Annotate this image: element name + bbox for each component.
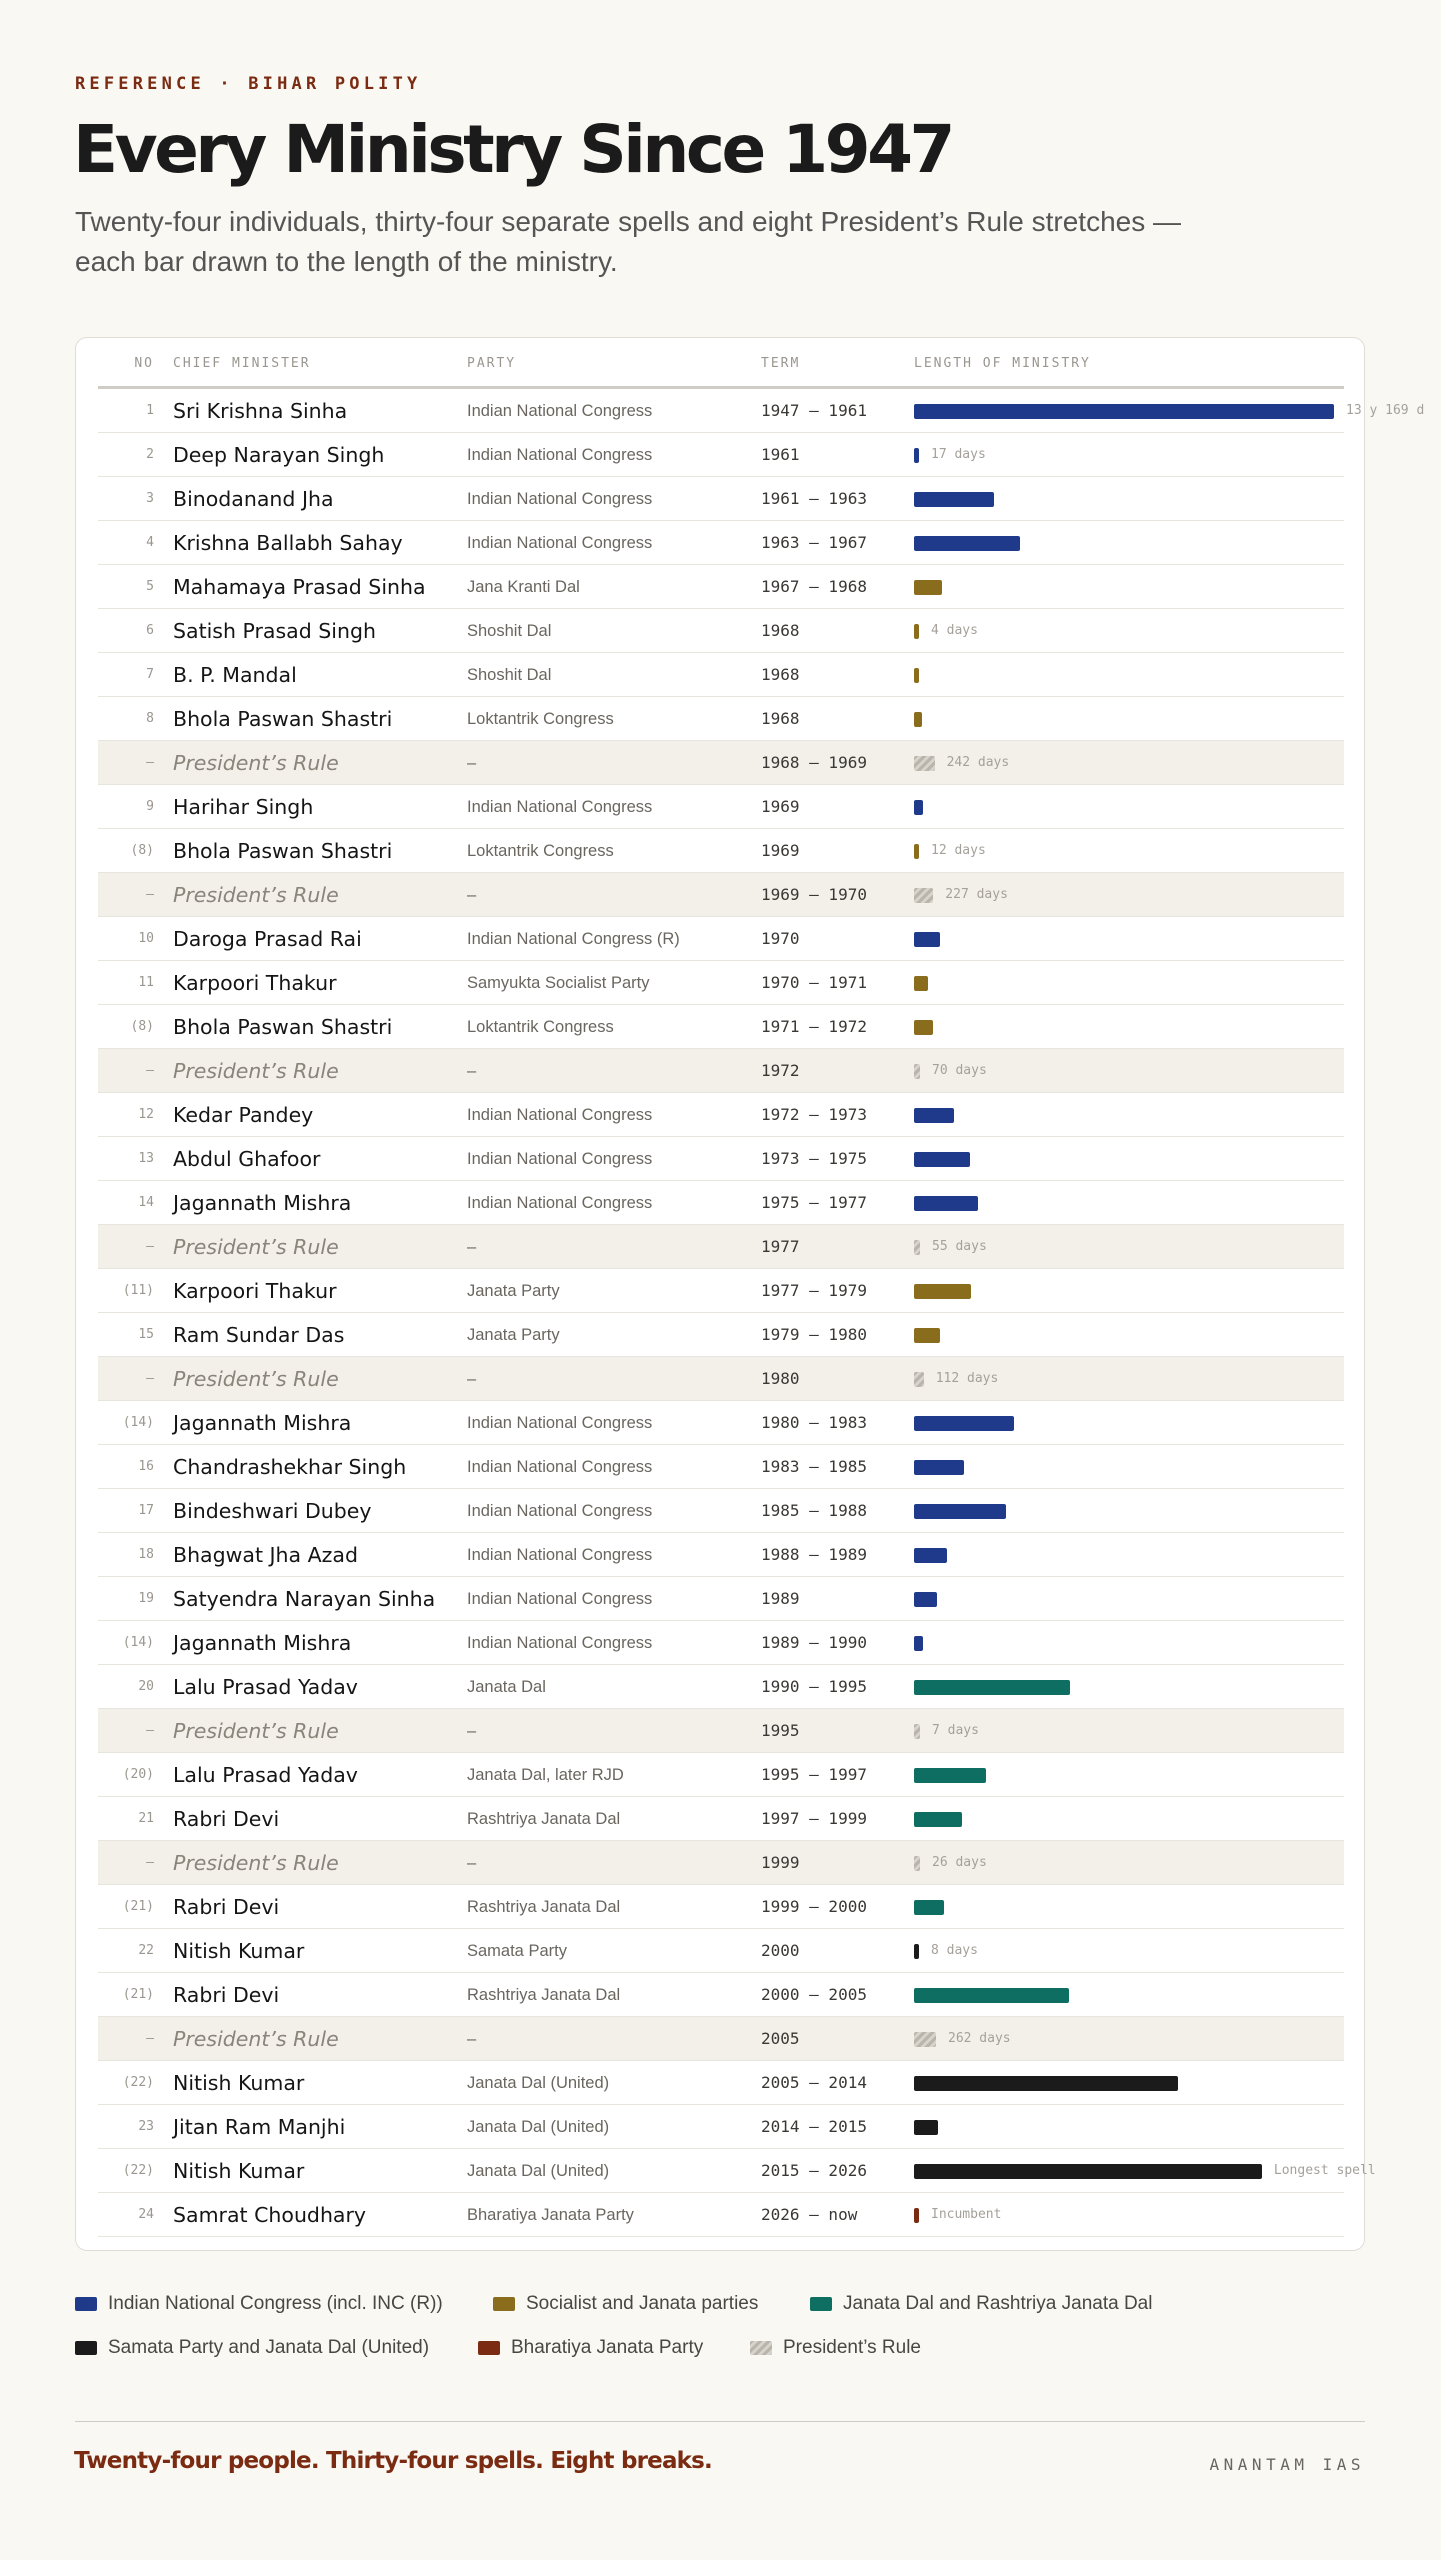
term-years: 1972: [761, 1061, 800, 1080]
ministry-length-bar: [914, 1328, 940, 1343]
ministry-length-bar: [914, 1768, 986, 1783]
bar-label: 55 days: [932, 1239, 987, 1254]
table-row: [98, 917, 1344, 961]
ministry-length-bar: [914, 1196, 978, 1211]
row-number: 17: [138, 1503, 154, 1518]
chief-minister-name: Karpoori Thakur: [173, 971, 337, 995]
ministry-length-bar: [914, 1592, 937, 1607]
table-row: [98, 2193, 1344, 2237]
party-name: Samyukta Socialist Party: [467, 974, 650, 992]
table-row: [98, 1093, 1344, 1137]
ministry-length-bar: [914, 580, 942, 595]
ministry-length-bar: [914, 888, 933, 903]
term-years: 1977: [761, 1237, 800, 1256]
row-number: –: [146, 1855, 154, 1870]
table-row: [98, 1181, 1344, 1225]
chief-minister-name: Harihar Singh: [173, 795, 314, 819]
ministry-length-bar: [914, 1548, 947, 1563]
party-name: Indian National Congress: [467, 1106, 653, 1124]
bar-label: Incumbent: [931, 2207, 1002, 2222]
party-name: Indian National Congress: [467, 1194, 653, 1212]
row-number: (22): [122, 2075, 154, 2090]
table-body: [98, 389, 1425, 2237]
term-years: 1995 – 1997: [761, 1765, 867, 1784]
col-header-length: LENGTH OF MINISTRY: [914, 356, 1091, 371]
term-years: 2000: [761, 1941, 800, 1960]
legend-swatch: [75, 2297, 97, 2311]
term-years: 1972 – 1973: [761, 1105, 867, 1124]
chief-minister-name: Jagannath Mishra: [173, 1191, 352, 1215]
chief-minister-name: Lalu Prasad Yadav: [173, 1763, 358, 1787]
table-row: [98, 1929, 1344, 1973]
chief-minister-name: Bhola Paswan Shastri: [173, 839, 393, 863]
chief-minister-name: Jitan Ram Manjhi: [173, 2115, 346, 2139]
footer-tagline: Twenty-four people. Thirty-four spells. Eight breaks.: [74, 2448, 712, 2474]
chief-minister-name: Abdul Ghafoor: [173, 1147, 321, 1171]
ministry-length-bar: [914, 2076, 1178, 2091]
row-number: 13: [138, 1151, 154, 1166]
chief-minister-name: Kedar Pandey: [173, 1103, 314, 1127]
row-number: (22): [122, 2163, 154, 2178]
ministry-length-bar: [914, 1724, 920, 1739]
legend-swatch: [478, 2341, 500, 2355]
row-number: –: [146, 1063, 154, 1078]
row-number: –: [146, 887, 154, 902]
party-name: –: [467, 886, 477, 904]
row-number: 5: [146, 579, 154, 594]
term-years: 1969: [761, 797, 800, 816]
term-years: 1973 – 1975: [761, 1149, 867, 1168]
table-row: [98, 1533, 1344, 1577]
row-number: (14): [122, 1415, 154, 1430]
table-row: [98, 1401, 1344, 1445]
ministry-length-bar: [914, 1988, 1069, 2003]
ministry-length-bar: [914, 624, 919, 639]
ministry-length-bar: [914, 1284, 971, 1299]
chief-minister-name: Samrat Choudhary: [173, 2203, 367, 2227]
row-number: –: [146, 2031, 154, 2046]
party-name: Jana Kranti Dal: [467, 578, 580, 596]
row-number: 18: [138, 1547, 154, 1562]
ministry-length-bar: [914, 2120, 938, 2135]
eyebrow: REFERENCE · BIHAR POLITY: [75, 74, 422, 94]
table-row: [98, 477, 1344, 521]
party-name: Rashtriya Janata Dal: [467, 1986, 621, 2004]
chief-minister-name: Nitish Kumar: [173, 2159, 305, 2183]
legend-label: Janata Dal and Rashtriya Janata Dal: [843, 2293, 1153, 2314]
party-name: Janata Party: [467, 1326, 560, 1344]
bar-label: 112 days: [935, 1371, 999, 1386]
ministry-length-bar: [914, 1372, 924, 1387]
ministry-length-bar: [914, 448, 919, 463]
table-row: [98, 433, 1344, 477]
legend-label: Samata Party and Janata Dal (United): [108, 2337, 430, 2358]
table-row: [98, 389, 1425, 433]
table-row: [98, 609, 1344, 653]
term-years: 1969: [761, 841, 800, 860]
party-name: Indian National Congress: [467, 1502, 653, 1520]
party-name: Janata Dal: [467, 1678, 546, 1696]
legend-swatch: [493, 2297, 515, 2311]
chief-minister-name: Daroga Prasad Rai: [173, 927, 362, 951]
table-row: [98, 2061, 1344, 2105]
party-name: Janata Party: [467, 1282, 560, 1300]
ministry-table-card: [75, 337, 1425, 2251]
chief-minister-name: Nitish Kumar: [173, 2071, 305, 2095]
chief-minister-name: Binodanand Jha: [173, 487, 334, 511]
ministry-length-bar: [914, 976, 928, 991]
term-years: 1961 – 1963: [761, 489, 867, 508]
party-name: Janata Dal, later RJD: [467, 1766, 624, 1784]
party-name: Indian National Congress: [467, 402, 653, 420]
table-row: [98, 1269, 1344, 1313]
party-name: Indian National Congress: [467, 1546, 653, 1564]
term-years: 1968: [761, 709, 800, 728]
party-name: –: [467, 1370, 477, 1388]
party-name: –: [467, 2030, 477, 2048]
party-name: Indian National Congress: [467, 1458, 653, 1476]
party-name: –: [467, 1722, 477, 1740]
party-name: Rashtriya Janata Dal: [467, 1898, 621, 1916]
row-number: 23: [138, 2119, 154, 2134]
chief-minister-name: Rabri Devi: [173, 1807, 280, 1831]
row-number: (8): [130, 1019, 154, 1034]
ministry-length-bar: [914, 1856, 920, 1871]
ministry-length-bar: [914, 492, 994, 507]
ministry-length-bar: [914, 1460, 964, 1475]
table-row: [98, 1621, 1344, 1665]
term-years: 1968 – 1969: [761, 753, 867, 772]
term-years: 1947 – 1961: [761, 401, 867, 420]
row-number: 14: [138, 1195, 154, 1210]
term-years: 1968: [761, 621, 800, 640]
party-name: –: [467, 1238, 477, 1256]
table-row: [98, 785, 1344, 829]
ministry-length-bar: [914, 844, 919, 859]
bar-label: 26 days: [932, 1855, 987, 1870]
chief-minister-name: Satyendra Narayan Sinha: [173, 1587, 436, 1611]
chief-minister-name: Ram Sundar Das: [173, 1323, 345, 1347]
chief-minister-name: Satish Prasad Singh: [173, 619, 376, 643]
party-name: Janata Dal (United): [467, 2118, 610, 2136]
row-number: 4: [146, 535, 154, 550]
table-row: [98, 1313, 1344, 1357]
row-number: 7: [146, 667, 154, 682]
chief-minister-name: President’s Rule: [173, 1367, 339, 1391]
term-years: 1970 – 1971: [761, 973, 867, 992]
row-number: –: [146, 1371, 154, 1386]
row-number: 21: [138, 1811, 154, 1826]
term-years: 2015 – 2026: [761, 2161, 867, 2180]
term-years: 1961: [761, 445, 800, 464]
page-subtitle: Twenty-four individuals, thirty-four separate spells and eight President’s Rule stretches — each bar drawn to the length of the ministry.: [75, 206, 1182, 277]
row-number: –: [146, 1723, 154, 1738]
party-name: Indian National Congress: [467, 534, 653, 552]
row-number: (8): [130, 843, 154, 858]
term-years: 1995: [761, 1721, 800, 1740]
presidents-rule-row: [98, 1357, 1344, 1401]
ministry-length-bar: [914, 2032, 936, 2047]
ministry-length-bar: [914, 668, 919, 683]
table-row: [98, 565, 1344, 609]
row-number: (11): [122, 1283, 154, 1298]
table-row: [98, 697, 1344, 741]
term-years: 1985 – 1988: [761, 1501, 867, 1520]
chief-minister-name: Bhagwat Jha Azad: [173, 1543, 358, 1567]
presidents-rule-row: [98, 873, 1344, 917]
col-header-party: PARTY: [467, 356, 517, 371]
party-name: Loktantrik Congress: [467, 1018, 614, 1036]
legend-label: Bharatiya Janata Party: [511, 2337, 704, 2358]
bar-label: 242 days: [946, 755, 1010, 770]
ministry-length-bar: [914, 1240, 920, 1255]
bar-label: 13 y 169 d: [1346, 403, 1425, 418]
ministry-length-bar: [914, 536, 1020, 551]
term-years: 1988 – 1989: [761, 1545, 867, 1564]
bar-label: 8 days: [931, 1943, 978, 1958]
ministry-length-bar: [914, 932, 940, 947]
chief-minister-name: President’s Rule: [173, 1059, 339, 1083]
party-name: Janata Dal (United): [467, 2162, 610, 2180]
party-name: Rashtriya Janata Dal: [467, 1810, 621, 1828]
term-years: 2014 – 2015: [761, 2117, 867, 2136]
term-years: 1997 – 1999: [761, 1809, 867, 1828]
term-years: 1969 – 1970: [761, 885, 867, 904]
ministry-length-bar: [914, 756, 935, 771]
bar-label: 227 days: [945, 887, 1008, 902]
row-number: 24: [138, 2207, 154, 2222]
ministry-length-bar: [914, 1152, 970, 1167]
row-number: 16: [138, 1459, 154, 1474]
chief-minister-name: Krishna Ballabh Sahay: [173, 531, 403, 555]
bar-label: 70 days: [932, 1063, 987, 1078]
table-row: [98, 653, 1344, 697]
party-name: Shoshit Dal: [467, 666, 552, 684]
party-name: Shoshit Dal: [467, 622, 552, 640]
chief-minister-name: Mahamaya Prasad Sinha: [173, 575, 426, 599]
row-number: 19: [138, 1591, 154, 1606]
ministry-length-bar: [914, 1064, 920, 1079]
term-years: 1963 – 1967: [761, 533, 867, 552]
row-number: (14): [122, 1635, 154, 1650]
party-name: Janata Dal (United): [467, 2074, 610, 2092]
bar-label: 7 days: [932, 1723, 979, 1738]
party-name: Indian National Congress: [467, 1414, 653, 1432]
term-years: 2000 – 2005: [761, 1985, 867, 2004]
row-number: 22: [138, 1943, 154, 1958]
party-name: Indian National Congress (R): [467, 930, 680, 948]
term-years: 1968: [761, 665, 800, 684]
party-name: Indian National Congress: [467, 490, 653, 508]
bar-label: 12 days: [931, 843, 986, 858]
chief-minister-name: President’s Rule: [173, 883, 339, 907]
table-row: [98, 1665, 1344, 1709]
term-years: 2005 – 2014: [761, 2073, 867, 2092]
ministry-length-bar: [914, 1108, 954, 1123]
chief-minister-name: Bhola Paswan Shastri: [173, 707, 393, 731]
chief-minister-name: Deep Narayan Singh: [173, 443, 385, 467]
term-years: 1975 – 1977: [761, 1193, 867, 1212]
legend-label: Indian National Congress (incl. INC (R)): [108, 2293, 443, 2314]
term-years: 1979 – 1980: [761, 1325, 867, 1344]
legend-label: Socialist and Janata parties: [526, 2293, 759, 2314]
ministry-length-bar: [914, 2208, 919, 2223]
chief-minister-name: Bindeshwari Dubey: [173, 1499, 372, 1523]
table-row: [98, 1445, 1344, 1489]
footer-brand: ANANTAM IAS: [1209, 2455, 1365, 2474]
party-name: Bharatiya Janata Party: [467, 2206, 634, 2224]
row-number: 12: [138, 1107, 154, 1122]
table-row: [98, 1577, 1344, 1621]
term-years: 1999 – 2000: [761, 1897, 867, 1916]
bar-label: 262 days: [948, 2031, 1011, 2046]
chief-minister-name: Jagannath Mishra: [173, 1411, 352, 1435]
presidents-rule-row: [98, 1841, 1344, 1885]
row-number: 10: [138, 931, 154, 946]
bar-label: Longest spell: [1273, 2163, 1376, 2178]
party-name: Indian National Congress: [467, 446, 653, 464]
table-row: [98, 1885, 1344, 1929]
chief-minister-name: B. P. Mandal: [173, 663, 297, 687]
ministry-length-bar: [914, 1944, 919, 1959]
chief-minister-name: Rabri Devi: [173, 1895, 280, 1919]
row-number: 9: [146, 799, 154, 814]
ministry-length-bar: [914, 1636, 923, 1651]
table-row: [98, 1973, 1344, 2017]
bar-label: 4 days: [931, 623, 978, 638]
term-years: 1989 – 1990: [761, 1633, 867, 1652]
table-row: [98, 1489, 1344, 1533]
presidents-rule-row: [98, 741, 1344, 785]
chief-minister-name: Karpoori Thakur: [173, 1279, 337, 1303]
footer-divider: [75, 2421, 1365, 2422]
chief-minister-name: Rabri Devi: [173, 1983, 280, 2007]
row-number: –: [146, 1239, 154, 1254]
legend-swatch: [75, 2341, 97, 2355]
ministry-length-bar: [914, 1812, 962, 1827]
term-years: 2005: [761, 2029, 800, 2048]
row-number: 1: [146, 403, 154, 418]
chief-minister-name: Bhola Paswan Shastri: [173, 1015, 393, 1039]
party-name: Loktantrik Congress: [467, 710, 614, 728]
chief-minister-name: President’s Rule: [173, 2027, 339, 2051]
row-number: 6: [146, 623, 154, 638]
col-header-no: NO: [134, 356, 154, 371]
row-number: –: [146, 755, 154, 770]
presidents-rule-row: [98, 1709, 1344, 1753]
party-name: Indian National Congress: [467, 1590, 653, 1608]
table-row: [98, 1797, 1344, 1841]
term-years: 1989: [761, 1589, 800, 1608]
term-years: 1983 – 1985: [761, 1457, 867, 1476]
table-row: [98, 1753, 1344, 1797]
chief-minister-name: Nitish Kumar: [173, 1939, 305, 1963]
ministry-length-bar: [914, 2164, 1262, 2179]
row-number: 8: [146, 711, 154, 726]
term-years: 2026 – now: [761, 2205, 858, 2224]
table-row: [98, 2105, 1344, 2149]
row-number: (20): [122, 1767, 154, 1782]
chief-minister-name: Sri Krishna Sinha: [173, 399, 348, 423]
ministry-length-bar: [914, 1504, 1006, 1519]
bar-label: 17 days: [931, 447, 986, 462]
term-years: 1971 – 1972: [761, 1017, 867, 1036]
party-name: –: [467, 1062, 477, 1080]
ministry-length-bar: [914, 1680, 1070, 1695]
row-number: (21): [122, 1899, 154, 1914]
table-row: [98, 1137, 1344, 1181]
party-name: Indian National Congress: [467, 798, 653, 816]
term-years: 1967 – 1968: [761, 577, 867, 596]
page-title: Every Ministry Since 1947: [73, 111, 952, 188]
party-name: –: [467, 1854, 477, 1872]
party-name: Indian National Congress: [467, 1634, 653, 1652]
presidents-rule-row: [98, 2017, 1344, 2061]
ministry-length-bar: [914, 712, 922, 727]
row-number: (21): [122, 1987, 154, 2002]
table-row: [98, 829, 1344, 873]
row-number: 11: [138, 975, 154, 990]
col-header-chief-minister: CHIEF MINISTER: [173, 356, 311, 371]
chief-minister-name: Lalu Prasad Yadav: [173, 1675, 358, 1699]
table-row: [98, 2149, 1376, 2193]
term-years: 1990 – 1995: [761, 1677, 867, 1696]
ministry-length-bar: [914, 1020, 933, 1035]
chief-minister-name: President’s Rule: [173, 1719, 339, 1743]
chief-minister-name: President’s Rule: [173, 751, 339, 775]
term-years: 1970: [761, 929, 800, 948]
ministry-length-bar: [914, 1416, 1014, 1431]
chief-minister-name: President’s Rule: [173, 1851, 339, 1875]
table-row: [98, 521, 1344, 565]
chief-minister-name: Chandrashekhar Singh: [173, 1455, 407, 1479]
ministry-length-bar: [914, 404, 1334, 419]
term-years: 1999: [761, 1853, 800, 1872]
legend-swatch: [810, 2297, 832, 2311]
table-header: [98, 338, 1344, 389]
table-row: [98, 961, 1344, 1005]
chief-minister-name: President’s Rule: [173, 1235, 339, 1259]
presidents-rule-row: [98, 1049, 1344, 1093]
row-number: 15: [138, 1327, 154, 1342]
term-years: 1980: [761, 1369, 800, 1388]
party-name: Loktantrik Congress: [467, 842, 614, 860]
term-years: 1980 – 1983: [761, 1413, 867, 1432]
party-name: Samata Party: [467, 1942, 567, 1960]
party-name: –: [467, 754, 477, 772]
presidents-rule-row: [98, 1225, 1344, 1269]
party-name: Indian National Congress: [467, 1150, 653, 1168]
chief-minister-name: Jagannath Mishra: [173, 1631, 352, 1655]
row-number: 20: [138, 1679, 154, 1694]
row-number: 2: [146, 447, 154, 462]
term-years: 1977 – 1979: [761, 1281, 867, 1300]
col-header-term: TERM: [761, 356, 801, 371]
ministry-length-bar: [914, 1900, 944, 1915]
table-row: [98, 1005, 1344, 1049]
legend-label: President’s Rule: [783, 2337, 922, 2358]
legend-swatch: [750, 2341, 772, 2355]
row-number: 3: [146, 491, 154, 506]
ministry-length-bar: [914, 800, 923, 815]
